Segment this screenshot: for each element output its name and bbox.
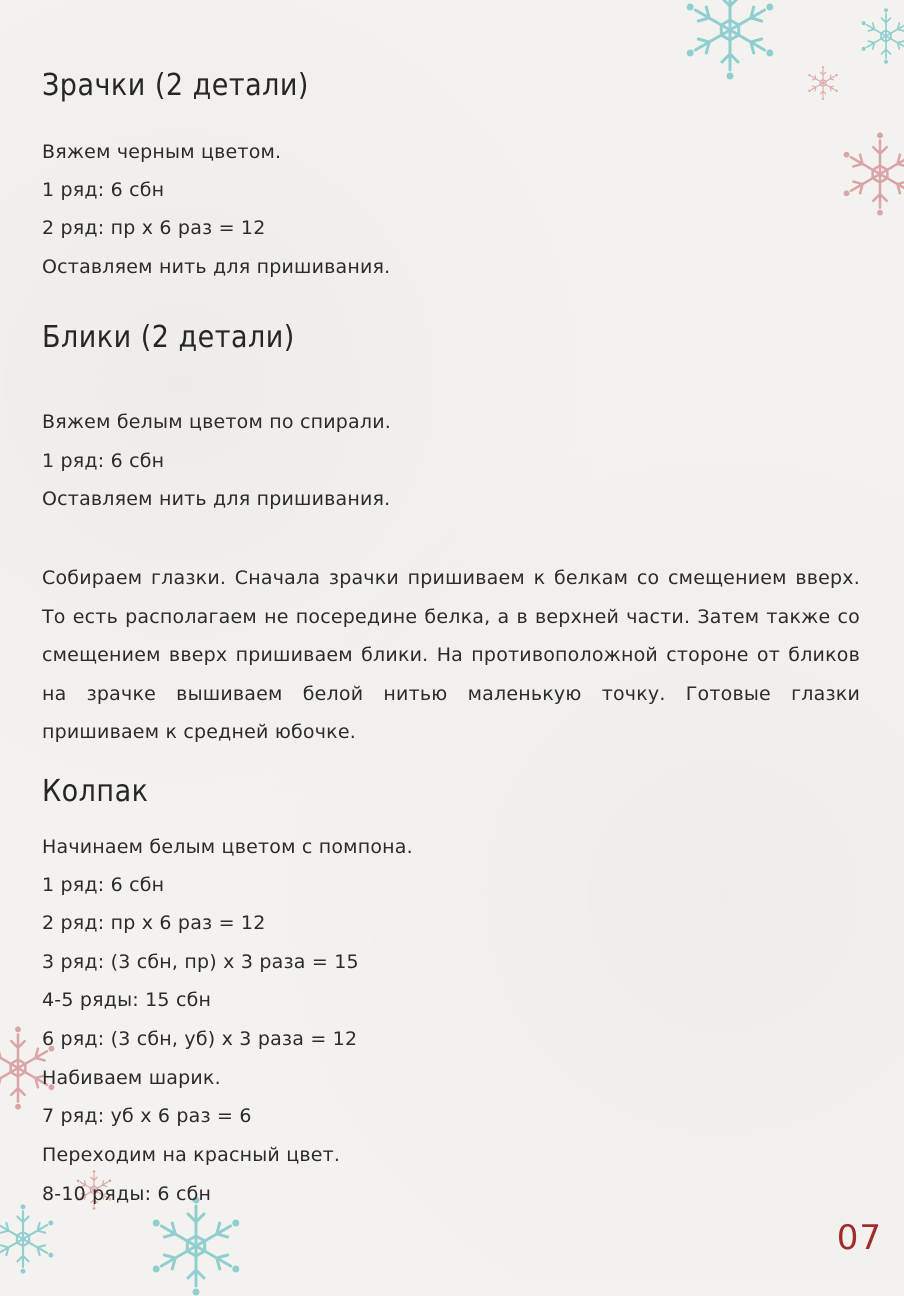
instruction-line: Переходим на красный цвет. xyxy=(42,1144,341,1166)
instruction-line: Начинаем белым цветом с помпона. xyxy=(42,836,413,858)
snowflake-icon xyxy=(146,1196,246,1296)
instruction-line: Набиваем шарик. xyxy=(42,1067,221,1089)
assembly-paragraph: Собираем глазки. Сначала зрачки пришиваем к белкам со смещением вверх. То есть располагаем не посередине белка, а в верхней части. Затем также со смещением вверх пришиваем блики. На противоположной стороне от бликов на зрачке вышиваем белой нитью маленькую точку. Готовые глазки пришиваем к средней юбочке. xyxy=(42,567,860,743)
instruction-line: 3 ряд: (3 сбн, пр) х 3 раза = 15 xyxy=(42,951,359,973)
instruction-line: 2 ряд: пр х 6 раз = 12 xyxy=(42,217,266,239)
instruction-line: 4-5 ряды: 15 сбн xyxy=(42,989,212,1011)
snowflake-icon xyxy=(858,8,904,64)
instruction-line: Оставляем нить для пришивания. xyxy=(42,256,391,278)
section-heading: Блики (2 детали) xyxy=(42,320,295,355)
instruction-line: 7 ряд: уб х 6 раз = 6 xyxy=(42,1105,252,1127)
section-heading: Колпак xyxy=(42,774,149,809)
instruction-line: 1 ряд: 6 сбн xyxy=(42,450,165,472)
snowflake-icon xyxy=(680,0,780,80)
instruction-line: Вяжем черным цветом. xyxy=(42,141,282,163)
instruction-line: Оставляем нить для пришивания. xyxy=(42,488,391,510)
instruction-line: 6 ряд: (3 сбн, уб) х 3 раза = 12 xyxy=(42,1028,358,1050)
instruction-line: Вяжем белым цветом по спирали. xyxy=(42,411,391,433)
instruction-line: 8-10 ряды: 6 сбн xyxy=(42,1183,212,1205)
page-number: 07 xyxy=(836,1218,882,1258)
instruction-line: 2 ряд: пр х 6 раз = 12 xyxy=(42,912,266,934)
section-heading: Зрачки (2 детали) xyxy=(42,68,309,103)
snowflake-icon xyxy=(806,66,840,100)
instruction-line: 1 ряд: 6 сбн xyxy=(42,874,165,896)
snowflake-icon xyxy=(838,132,904,216)
snowflake-icon xyxy=(0,1204,58,1274)
instruction-line: 1 ряд: 6 сбн xyxy=(42,179,165,201)
